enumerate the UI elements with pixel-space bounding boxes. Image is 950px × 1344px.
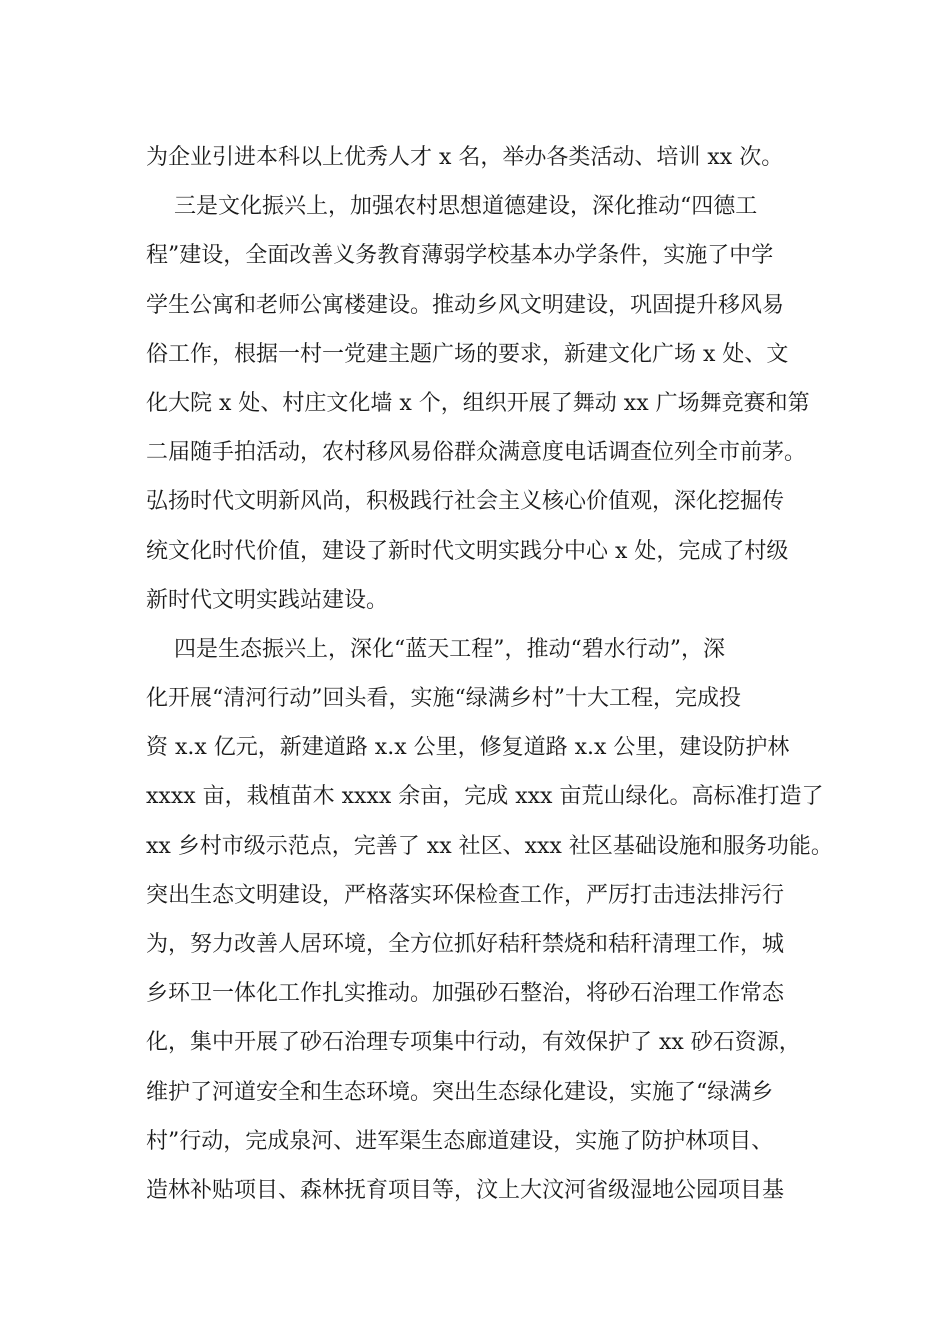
text-line: 弘扬时代文明新风尚，积极践行社会主义核心价值观，深化挖掘传	[146, 489, 785, 515]
text-line: 为企业引进本科以上优秀人才 x 名，举办各类活动、培训 xx 次。	[146, 145, 784, 170]
text-line: 维护了河道安全和生态环境。突出生态绿化建设，实施了“绿满乡	[146, 1079, 774, 1105]
text-line: 三是文化振兴上，加强农村思想道德建设，深化推动“四德工	[146, 194, 758, 220]
text-line: 俗工作，根据一村一党建主题广场的要求，新建文化广场 x 处、文	[146, 341, 789, 367]
text-line: 乡环卫一体化工作扎实推动。加强砂石整治，将砂石治理工作常态	[146, 981, 785, 1007]
text-line: 程”建设，全面改善义务教育薄弱学校基本办学条件，实施了中学	[146, 243, 774, 269]
text-line: 统文化时代价值，建设了新时代文明实践分中心 x 处，完成了村级	[146, 538, 789, 564]
text-line: 四是生态振兴上，深化“蓝天工程”，推动“碧水行动”，深	[146, 636, 725, 662]
text-line: 新时代文明实践站建设。	[146, 587, 389, 613]
text-line: xx 乡村市级示范点，完善了 xx 社区、xxx 社区基础设施和服务功能。	[146, 833, 833, 859]
text-line: 资 x.x 亿元，新建道路 x.x 公里，修复道路 x.x 公里，建设防护林	[146, 735, 790, 761]
text-line: 学生公寓和老师公寓楼建设。推动乡风文明建设，巩固提升移风易	[146, 292, 785, 318]
text-line: 为，努力改善人居环境，全方位抓好秸秆禁烧和秸秆清理工作，城	[146, 932, 785, 957]
text-line: 化开展“清河行动”回头看，实施“绿满乡村”十大工程，完成投	[146, 686, 741, 712]
text-line: 造林补贴项目、森林抚育项目等，汶上大汶河省级湿地公园项目基	[146, 1177, 785, 1203]
text-line: 化，集中开展了砂石治理专项集中行动，有效保护了 xx 砂石资源，	[146, 1030, 801, 1056]
text-line: 突出生态文明建设，严格落实环保检查工作，严厉打击违法排污行	[146, 882, 785, 908]
text-line: xxxx 亩，栽植苗木 xxxx 余亩，完成 xxx 亩荒山绿化。高标准打造了	[146, 784, 824, 810]
text-line: 村”行动，完成泉河、进军渠生态廊道建设，实施了防护林项目、	[146, 1128, 774, 1154]
text-line: 二届随手拍活动，农村移风易俗群众满意度电话调查位列全市前茅。	[146, 440, 807, 466]
body-text	[146, 133, 836, 1215]
text-line: 化大院 x 处、村庄文化墙 x 个，组织开展了舞动 xx 广场舞竞赛和第	[146, 390, 810, 416]
